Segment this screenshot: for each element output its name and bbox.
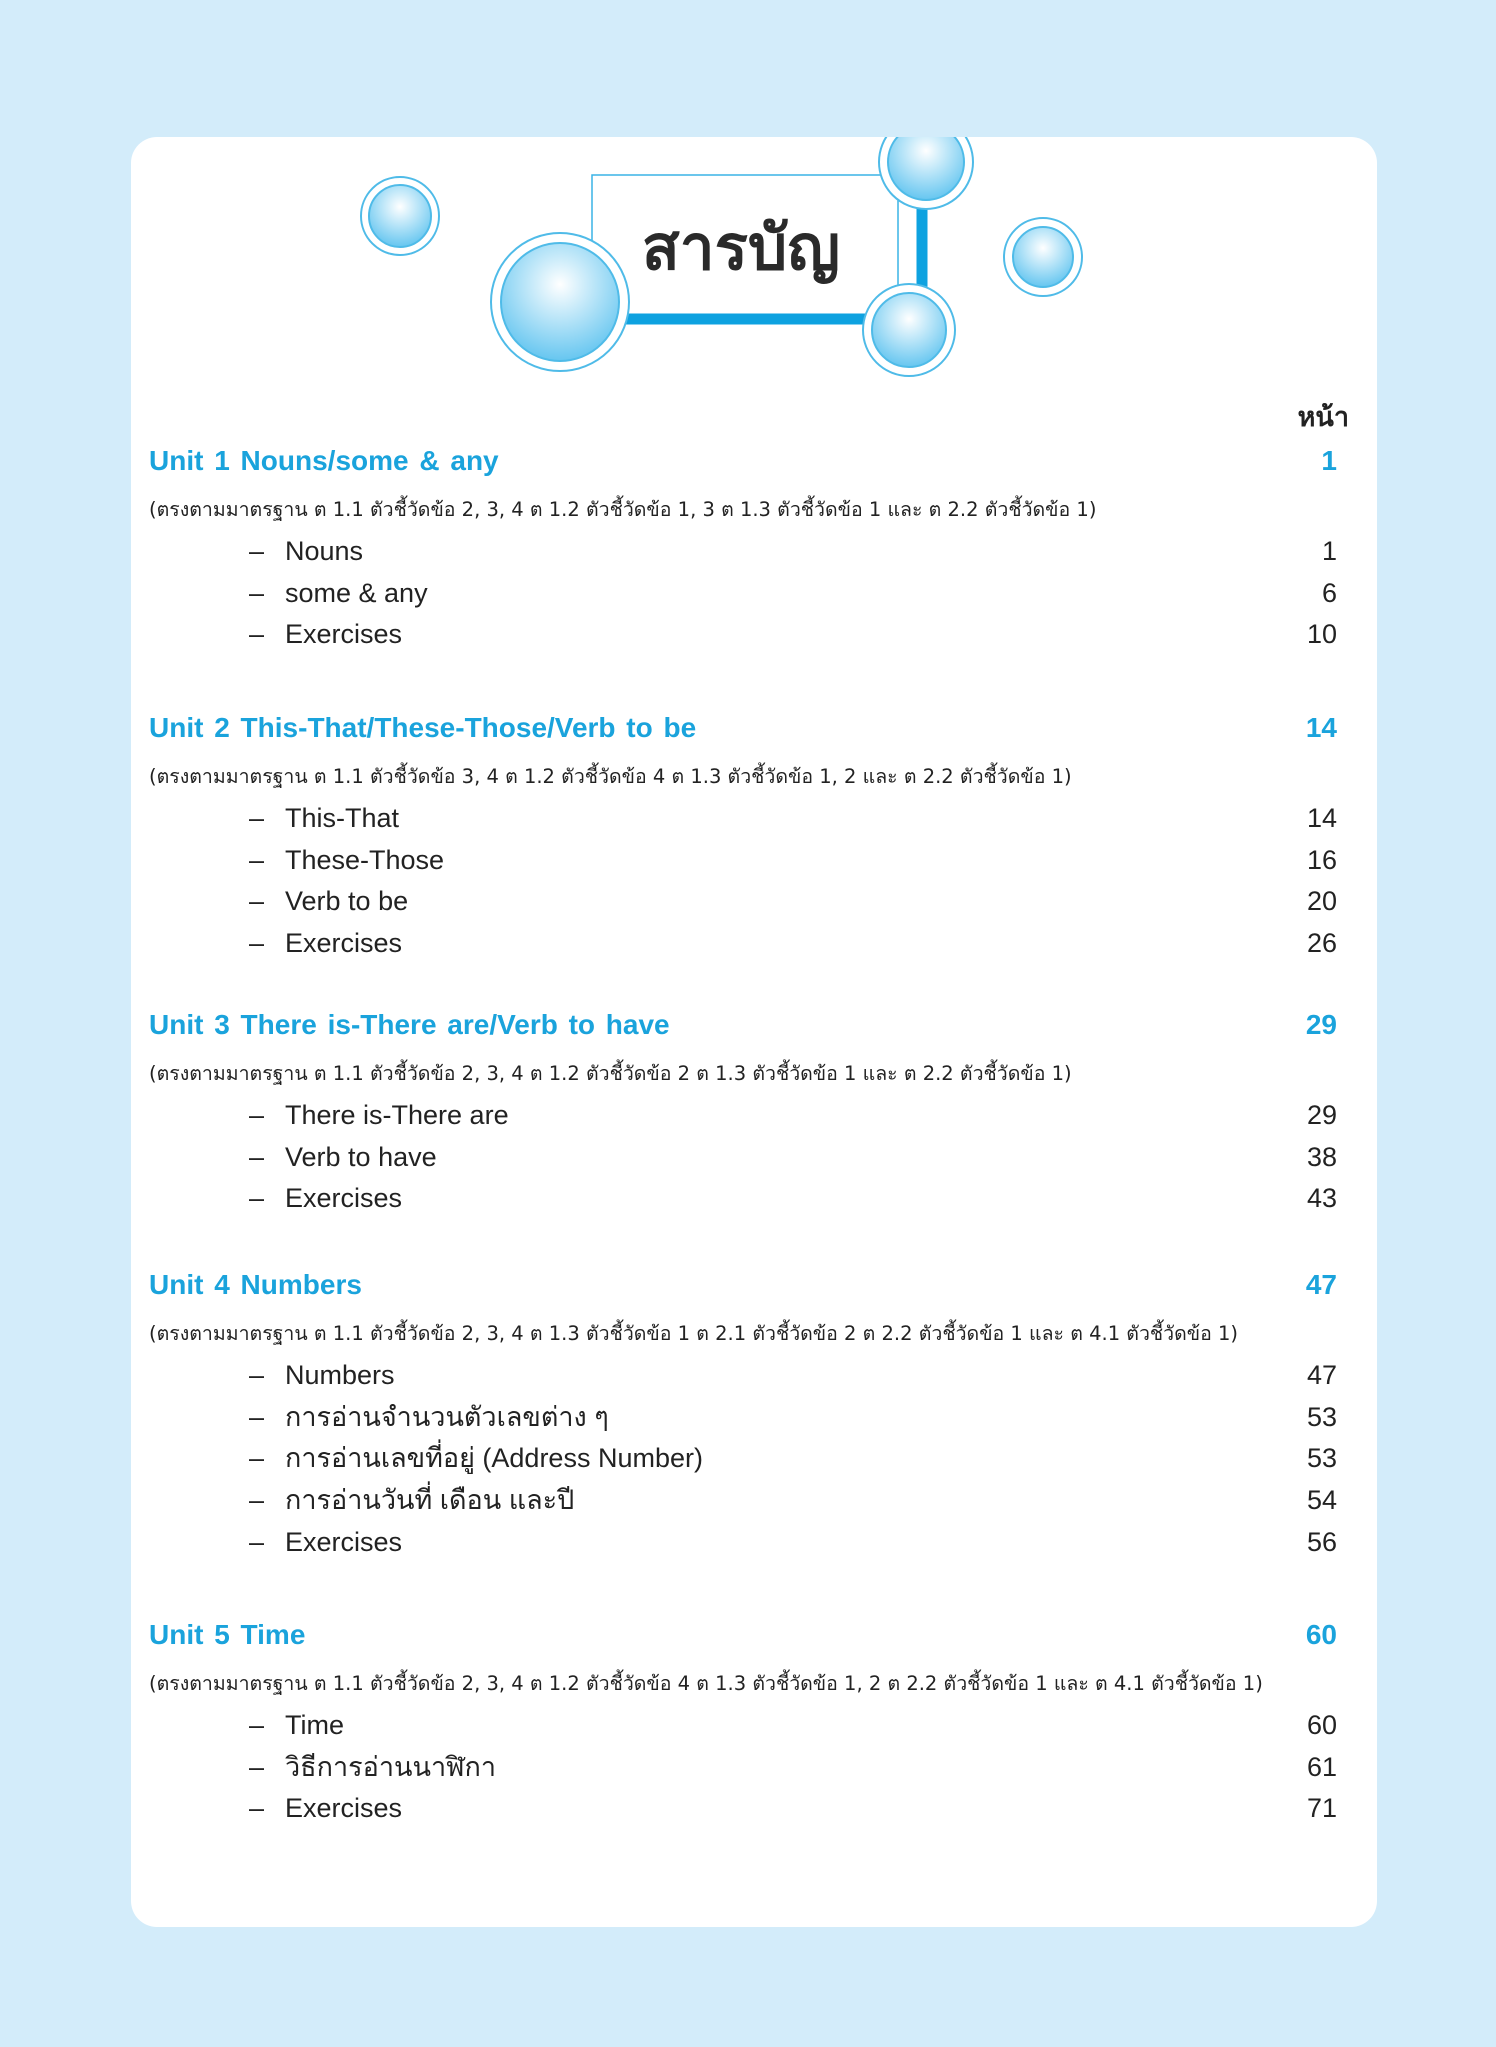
toc-item-label[interactable]: some & any [285,577,428,608]
toc-item[interactable] [149,614,1337,656]
bullet-dash-icon: – [249,1183,265,1214]
toc-item[interactable] [149,1397,1337,1439]
unit-items [149,798,1337,965]
bubble-icon [361,177,439,255]
toc-item-page-number[interactable]: 26 [1306,928,1337,959]
toc-item-label[interactable]: These-Those [285,844,445,875]
toc-item[interactable] [149,798,1337,840]
toc-item[interactable] [149,1788,1337,1830]
toc-item-page-number[interactable]: 6 [1321,577,1337,608]
bullet-dash-icon: – [249,803,265,833]
toc-unit [149,445,1337,656]
toc-item-label[interactable]: Verb to be [285,886,409,917]
unit-title[interactable]: Unit 2 This-That/These-Those/Verb to be [149,712,697,743]
toc-item-page-number[interactable]: 47 [1306,1360,1337,1390]
toc-item-label[interactable]: There is-There are [285,1100,509,1130]
toc-item-page-number[interactable]: 10 [1306,619,1337,650]
unit-page-number[interactable]: 60 [1305,1619,1337,1650]
unit-page-number[interactable]: 29 [1305,1009,1337,1040]
toc-item-label[interactable]: Verb to have [285,1141,437,1172]
bullet-dash-icon: – [249,1360,265,1390]
unit-standard-note: (ตรงตามมาตรฐาน ต 1.1 ตัวชี้วัดข้อ 2, 3, 4 ต 1.3 ตัวชี้วัดข้อ 1 ต 2.1 ตัวชี้วัดข้อ 2 ต 2.2 ตัวชี้วัดข้อ 1 และ ต 4.1 ตัวชี้วัดข้อ 1) [149,1322,1239,1345]
toc-item-page-number[interactable]: 38 [1306,1141,1337,1172]
bullet-dash-icon: – [249,619,265,650]
bullet-dash-icon: – [249,928,265,959]
toc-item-page-number[interactable]: 56 [1306,1526,1337,1557]
toc-item[interactable] [149,1480,1337,1522]
bullet-dash-icon: – [249,536,265,566]
unit-items [149,1705,1337,1830]
toc-item-page-number[interactable]: 43 [1306,1183,1337,1214]
toc-item[interactable] [149,573,1337,615]
toc-item-label[interactable]: Exercises [285,1526,403,1557]
toc-page [131,137,1377,1927]
unit-items [149,1355,1337,1563]
toc-item-page-number[interactable]: 14 [1306,803,1337,833]
toc-item-label[interactable]: Exercises [285,1183,403,1214]
unit-title[interactable]: Unit 5 Time [149,1619,306,1650]
unit-title[interactable]: Unit 1 Nouns/some & any [149,445,499,476]
toc-item-page-number[interactable]: 1 [1321,536,1337,566]
toc-item[interactable] [149,1355,1337,1397]
bullet-dash-icon: – [249,1526,265,1557]
bubble-icon [879,137,973,209]
toc-item[interactable] [149,1522,1337,1564]
toc-item-page-number[interactable]: 16 [1306,844,1337,875]
bullet-dash-icon: – [249,1793,265,1824]
unit-page-number[interactable]: 1 [1321,445,1337,476]
toc-item-label[interactable]: Exercises [285,928,403,959]
page-title: สารบัญ [641,211,841,284]
toc-item-page-number[interactable]: 29 [1306,1100,1337,1130]
bullet-dash-icon: – [249,1443,265,1474]
toc-item-label[interactable]: Exercises [285,1793,403,1824]
toc-item-page-number[interactable]: 61 [1306,1751,1337,1782]
toc-unit [149,712,1337,965]
toc-item-label[interactable]: วิธีการอ่านนาฬิกา [285,1751,497,1782]
toc-unit [149,1269,1337,1563]
unit-standard-note: (ตรงตามมาตรฐาน ต 1.1 ตัวชี้วัดข้อ 2, 3, 4 ต 1.2 ตัวชี้วัดข้อ 2 ต 1.3 ตัวชี้วัดข้อ 1 และ ต 2.2 ตัวชี้วัดข้อ 1) [149,1062,1072,1085]
toc-item[interactable] [149,923,1337,965]
toc-item-label[interactable]: การอ่านจำนวนตัวเลขต่าง ๆ [285,1401,609,1432]
toc-item[interactable] [149,1137,1337,1179]
bubble-icon [863,284,955,376]
unit-standard-note: (ตรงตามมาตรฐาน ต 1.1 ตัวชี้วัดข้อ 3, 4 ต 1.2 ตัวชี้วัดข้อ 4 ต 1.3 ตัวชี้วัดข้อ 1, 2 และ ต 2.2 ตัวชี้วัดข้อ 1) [149,765,1072,788]
toc-item-label[interactable]: Nouns [285,536,364,566]
bullet-dash-icon: – [249,1401,265,1432]
toc-item-label[interactable]: Time [285,1710,344,1740]
unit-standard-note: (ตรงตามมาตรฐาน ต 1.1 ตัวชี้วัดข้อ 2, 3, 4 ต 1.2 ตัวชี้วัดข้อ 4 ต 1.3 ตัวชี้วัดข้อ 1, 2 ต 2.2 ตัวชี้วัดข้อ 1 และ ต 4.1 ตัวชี้วัดข้อ 1) [149,1672,1263,1695]
bullet-dash-icon: – [249,1141,265,1172]
toc-item[interactable] [149,1438,1337,1480]
toc-item-label[interactable]: การอ่านเลขที่อยู่ (Address Number) [285,1443,703,1474]
toc-item-label[interactable]: Numbers [285,1360,395,1390]
unit-standard-note: (ตรงตามมาตรฐาน ต 1.1 ตัวชี้วัดข้อ 2, 3, 4 ต 1.2 ตัวชี้วัดข้อ 1, 3 ต 1.3 ตัวชี้วัดข้อ 1 และ ต 2.2 ตัวชี้วัดข้อ 1) [149,498,1097,521]
toc-item[interactable] [149,1747,1337,1789]
unit-items [149,1095,1337,1220]
toc-item[interactable] [149,881,1337,923]
bullet-dash-icon: – [249,1100,265,1130]
toc-unit [149,1619,1337,1830]
bullet-dash-icon: – [249,844,265,875]
bullet-dash-icon: – [249,1485,265,1516]
toc-item[interactable] [149,531,1337,573]
unit-page-number[interactable]: 14 [1305,712,1337,743]
page-column-label: หน้า [1297,402,1349,433]
toc-item-page-number[interactable]: 53 [1306,1401,1337,1432]
toc-item[interactable] [149,1095,1337,1137]
toc-item[interactable] [149,1178,1337,1220]
toc-item-label[interactable]: การอ่านวันที่ เดือน และปี [285,1485,575,1516]
toc-item-page-number[interactable]: 53 [1306,1443,1337,1474]
toc-item[interactable] [149,840,1337,882]
toc-item-page-number[interactable]: 71 [1306,1793,1337,1824]
toc-item-page-number[interactable]: 60 [1306,1710,1337,1740]
bubble-icon [1004,218,1082,296]
toc-unit [149,1009,1337,1220]
toc-item[interactable] [149,1705,1337,1747]
toc-item-page-number[interactable]: 20 [1306,886,1337,917]
bullet-dash-icon: – [249,1751,265,1782]
unit-page-number[interactable]: 47 [1305,1269,1337,1300]
unit-items [149,531,1337,656]
toc-item-label[interactable]: Exercises [285,619,403,650]
bullet-dash-icon: – [249,577,265,608]
bullet-dash-icon: – [249,1710,265,1740]
unit-title[interactable]: Unit 4 Numbers [149,1269,362,1300]
toc-item-page-number[interactable]: 54 [1306,1485,1337,1516]
bullet-dash-icon: – [249,886,265,917]
unit-title[interactable]: Unit 3 There is-There are/Verb to have [149,1009,670,1040]
toc-item-label[interactable]: This-That [285,803,400,833]
